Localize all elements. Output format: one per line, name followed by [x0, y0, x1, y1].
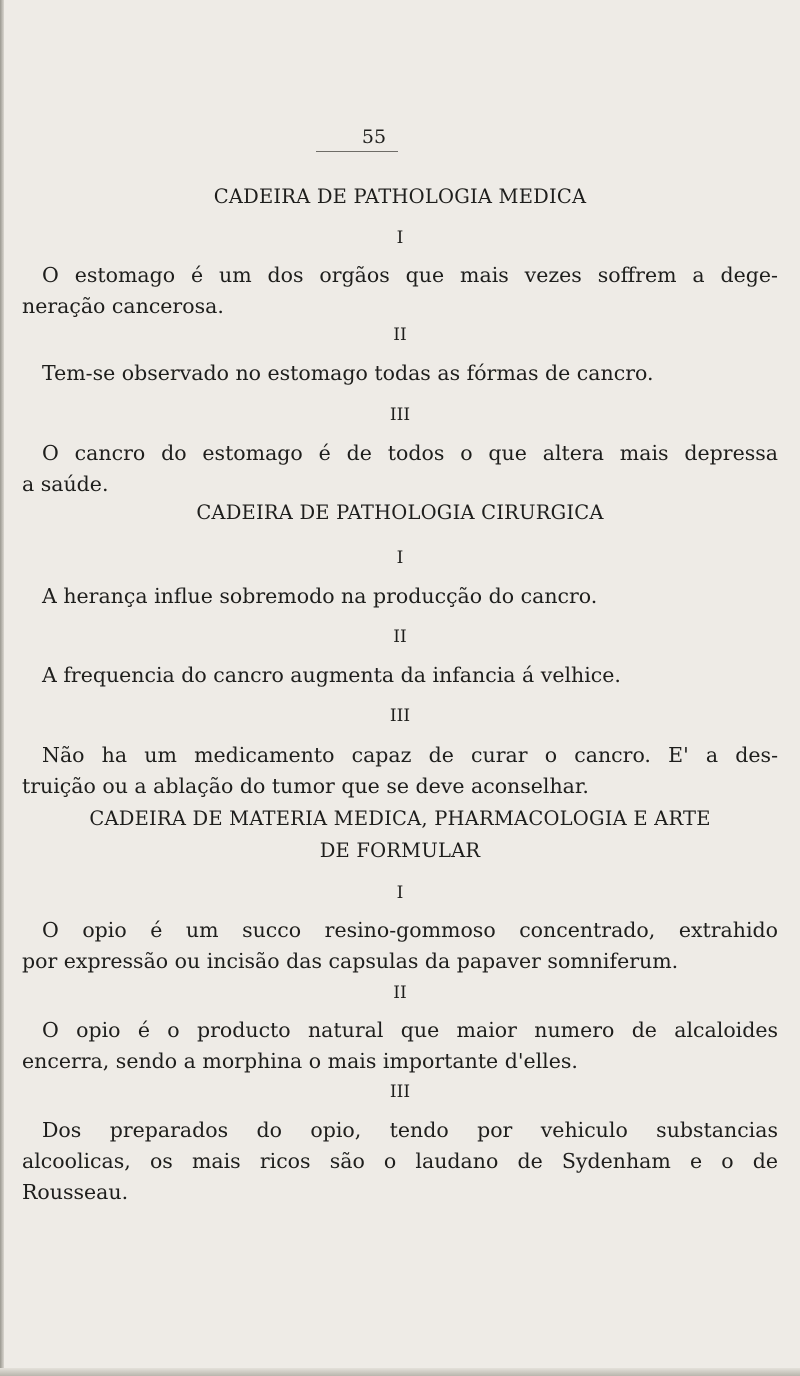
proposition-numeral: II — [393, 983, 407, 1003]
proposition-numeral: III — [389, 405, 411, 425]
proposition-numeral: II — [393, 627, 407, 647]
proposition-line: O cancro do estomago é de todos o que altera mais depressa — [42, 441, 778, 465]
proposition-text: A frequencia do cancro augmenta da infancia á velhice. — [42, 663, 621, 687]
page-number-rule — [316, 151, 398, 152]
page-bottom-edge — [0, 1368, 800, 1376]
page-left-edge — [0, 0, 4, 1376]
proposition-line: Rousseau. — [22, 1180, 129, 1204]
proposition-line: neração cancerosa. — [22, 294, 224, 318]
proposition-numeral: III — [389, 706, 411, 726]
proposition-numeral: III — [389, 1082, 411, 1102]
proposition-text — [22, 1115, 778, 1208]
page-number: 55 — [361, 126, 387, 148]
proposition-line: Não ha um medicamento capaz de curar o cancro. E' a des- — [42, 743, 778, 767]
section-heading-materia-medica-cont: DE FORMULAR — [319, 839, 481, 862]
proposition-numeral: I — [396, 548, 404, 568]
proposition-numeral: I — [396, 883, 404, 903]
proposition-text — [22, 260, 778, 322]
proposition-line: encerra, sendo a morphina o mais importante d'elles. — [22, 1049, 578, 1073]
proposition-line: truição ou a ablação do tumor que se deve aconselhar. — [22, 774, 589, 798]
proposition-numeral: II — [393, 325, 407, 345]
section-heading-materia-medica: CADEIRA DE MATERIA MEDICA, PHARMACOLOGIA E ARTE — [89, 807, 711, 830]
proposition-line: O opio é o producto natural que maior numero de alcaloides — [42, 1018, 778, 1042]
proposition-text — [22, 438, 778, 500]
proposition-line: a saúde. — [22, 472, 109, 496]
proposition-line: O estomago é um dos orgãos que mais vezes soffrem a dege- — [42, 263, 778, 287]
section-heading-pathologia-cirurgica: CADEIRA DE PATHOLOGIA CIRURGICA — [196, 501, 604, 524]
proposition-line: Dos preparados do opio, tendo por vehiculo substancias — [42, 1118, 778, 1142]
proposition-line: O opio é um succo resino-gommoso concentrado, extrahido — [42, 918, 778, 942]
proposition-line: alcoolicas, os mais ricos são o laudano de Sydenham e o de — [22, 1149, 778, 1173]
proposition-text — [22, 915, 778, 977]
proposition-line: por expressão ou incisão das capsulas da papaver somniferum. — [22, 949, 679, 973]
section-heading-pathologia-medica: CADEIRA DE PATHOLOGIA MEDICA — [213, 185, 587, 208]
proposition-numeral: I — [396, 228, 404, 248]
proposition-text: Tem-se observado no estomago todas as fórmas de cancro. — [42, 361, 654, 385]
proposition-text: A herança influe sobremodo na producção do cancro. — [42, 584, 598, 608]
proposition-text — [22, 1015, 778, 1077]
proposition-text — [22, 740, 778, 802]
